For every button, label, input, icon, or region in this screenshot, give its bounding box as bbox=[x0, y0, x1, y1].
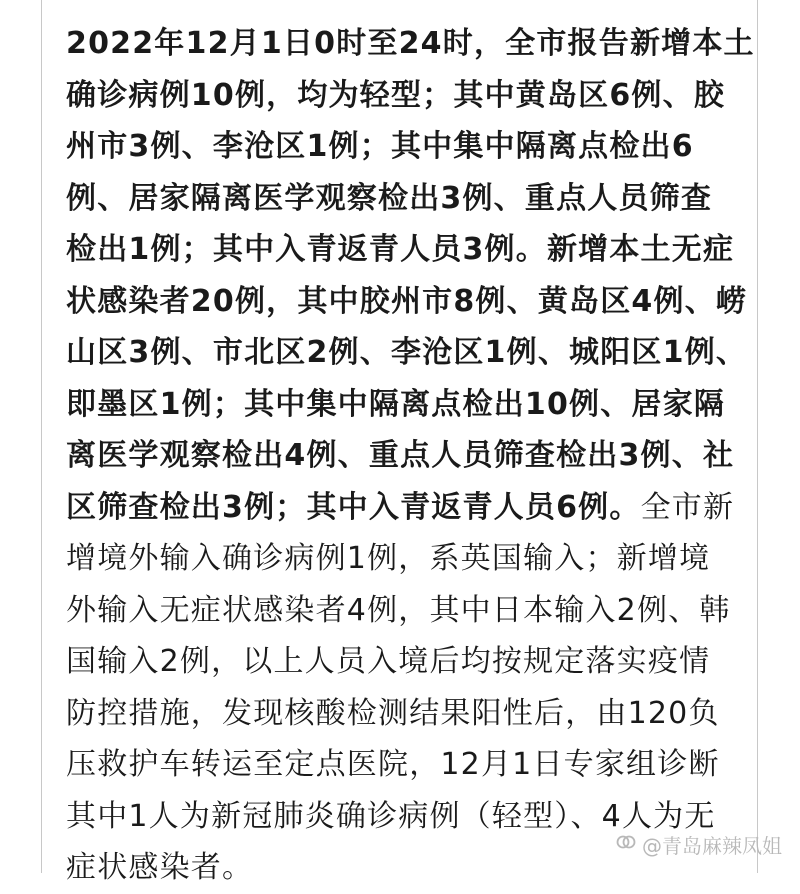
text-line-15: 压救护车转运至定点医院，12月1日专家组诊断 bbox=[66, 747, 720, 782]
text-line-6: 状感染者20例，其中胶州市8例、黄岛区4例、崂 bbox=[66, 283, 748, 319]
text-line-9: 离医学观察检出4例、重点人员筛查检出3例、社 bbox=[66, 438, 735, 473]
text-line-4: 例、居家隔离医学观察检出3例、重点人员筛查 bbox=[66, 180, 713, 216]
watermark-text: @青岛麻辣凤姐 bbox=[642, 834, 782, 858]
right-border bbox=[757, 0, 758, 873]
text-line-14: 防控措施，发现核酸检测结果阳性后，由120负 bbox=[66, 695, 720, 731]
text-line-2: 确诊病例10例，均为轻型；其中黄岛区6例、胶 bbox=[66, 77, 726, 113]
text-line-10-bold: 区筛查检出3例；其中入青返青人员6例。 bbox=[66, 489, 641, 525]
watermark bbox=[616, 830, 782, 859]
text-line-1: 2022年12月1日0时至24时，全市报告新增本土 bbox=[66, 26, 755, 61]
text-line-16: 其中1人为新冠肺炎确诊病例（轻型）、4人为无 bbox=[66, 798, 716, 834]
text-line-5: 检出1例；其中入青返青人员3例。新增本土无症 bbox=[66, 232, 735, 267]
text-line-17: 症状感染者。 bbox=[66, 850, 254, 885]
text-line-7: 山区3例、市北区2例、李沧区1例、城阳区1例、 bbox=[66, 335, 748, 370]
text-line-13: 国输入2例，以上人员入境后均按规定落实疫情 bbox=[66, 644, 711, 679]
text-line-12: 外输入无症状感染者4例，其中日本输入2例、韩 bbox=[66, 592, 731, 628]
text-line-10-regular: 全市新 bbox=[640, 489, 735, 525]
text-line-3: 州市3例、李沧区1例；其中集中隔离点检出6 bbox=[66, 129, 694, 164]
left-border bbox=[41, 0, 42, 873]
text-line-11: 增境外输入确诊病例1例，系英国输入；新增境 bbox=[66, 541, 711, 576]
text-line-8: 即墨区1例；其中集中隔离点检出10例、居家隔 bbox=[66, 386, 726, 422]
article-body bbox=[66, 18, 755, 894]
text-line-10 bbox=[66, 482, 742, 534]
platform-logo-icon bbox=[616, 832, 636, 857]
